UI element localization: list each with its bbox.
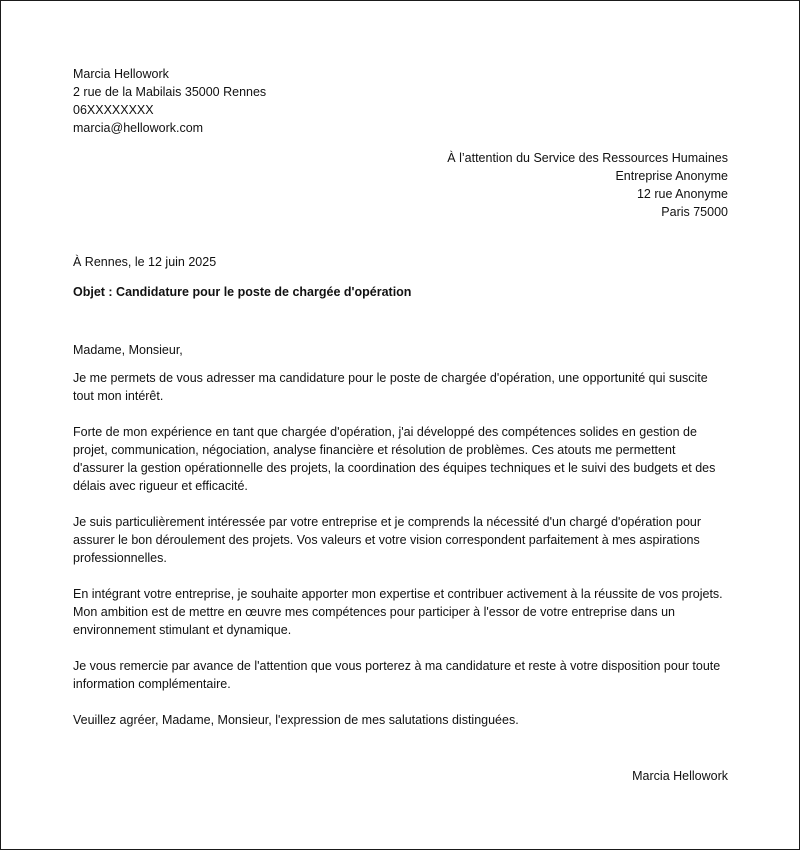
recipient-street: 12 rue Anonyme	[636, 187, 728, 201]
paragraph-thanks: Je vous remercie par avance de l'attention que vous porterez à ma candidature et reste à votre disposition pour toute information complémentaire.	[73, 659, 721, 691]
sender-name: Marcia Hellowork	[73, 67, 169, 81]
recipient-city: Paris 75000	[661, 205, 728, 219]
paragraph-intro: Je me permets de vous adresser ma candidature pour le poste de chargée d'opération, une opportunité qui suscite tout mon intérêt.	[73, 371, 708, 403]
paragraph-motivation: Je suis particulièrement intéressée par votre entreprise et je comprends la nécessité d'un chargé d'opération pour assurer le bon déroulement des projets. Vos valeurs et votre vision correspondent parfaitement à mes aspirations professionnelles.	[73, 515, 702, 565]
date-line: À Rennes, le 12 juin 2025	[73, 255, 217, 269]
paragraph-closing: Veuillez agréer, Madame, Monsieur, l'expression de mes salutations distinguées.	[73, 713, 519, 727]
letter-body	[73, 341, 728, 747]
sender-phone: 06XXXXXXXX	[73, 103, 154, 117]
signature: Marcia Hellowork	[632, 769, 728, 783]
recipient-company: Entreprise Anonyme	[615, 169, 728, 183]
paragraph-experience: Forte de mon expérience en tant que chargée d'opération, j'ai développé des compétences solides en gestion de projet, communication, négociation, analyse financière et résolution de problèmes. Ces atouts me permettent d'assurer la gestion opérationnelle des projets, la coordination des équipes techniques et le suivi des budgets et des délais avec rigueur et efficacité.	[73, 425, 716, 493]
recipient-block	[73, 149, 728, 221]
sender-block	[73, 65, 728, 137]
recipient-attention: À l’attention du Service des Ressources Humaines	[447, 151, 728, 165]
subject-line: Objet : Candidature pour le poste de chargée d'opération	[73, 285, 412, 299]
greeting: Madame, Monsieur,	[73, 343, 183, 357]
sender-email: marcia@hellowork.com	[73, 121, 204, 135]
paragraph-contribution: En intégrant votre entreprise, je souhaite apporter mon expertise et contribuer activement à la réussite de vos projets. Mon ambition est de mettre en œuvre mes compétences pour participer à l'essor de votre entreprise dans un environnement stimulant et dynamique.	[73, 587, 723, 637]
sender-address: 2 rue de la Mabilais 35000 Rennes	[73, 85, 267, 99]
